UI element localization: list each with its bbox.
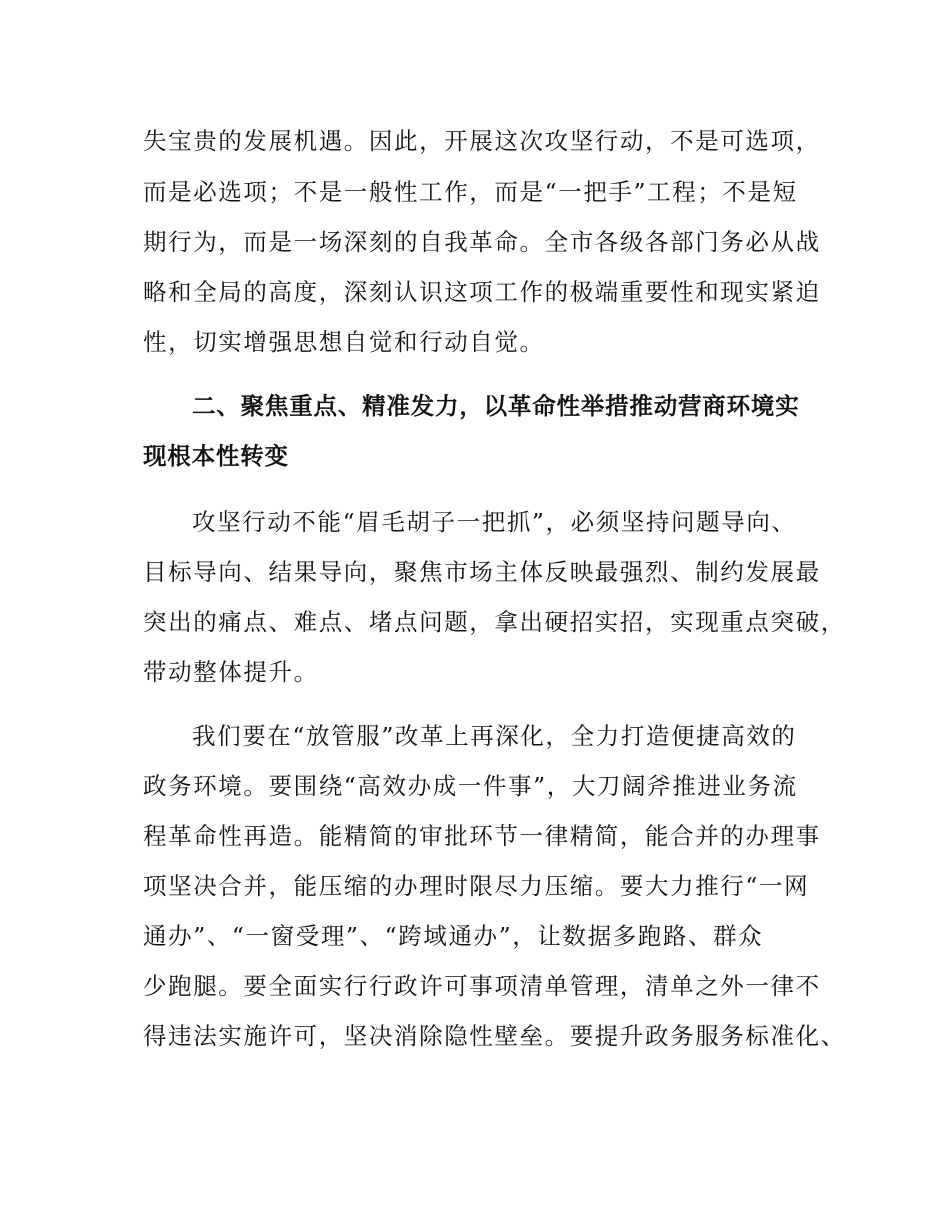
paragraph-1-line-4: 略和全局的高度，深刻认识这项工作的极端重要性和现实紧迫 [143, 278, 821, 306]
paragraph-1-line-1: 失宝贵的发展机遇。因此，开展这次攻坚行动，不是可选项， [143, 127, 821, 155]
paragraph-2-line-3: 突出的痛点、难点、堵点问题，拿出硬招实招，实现重点突破， [143, 608, 846, 636]
paragraph-3-line-4: 项坚决合并，能压缩的办理时限尽力压缩。要大力推行“一网 [143, 872, 810, 900]
paragraph-3-line-1: 我们要在“放管服”改革上再深化，全力打造便捷高效的 [192, 722, 797, 750]
paragraph-2-line-2: 目标导向、结果导向，聚焦市场主体反映最强烈、制约发展最 [143, 558, 821, 586]
paragraph-3-line-5: 通办”、“一窗受理”、“跨域通办”，让数据多跑路、群众 [143, 922, 764, 950]
paragraph-3-line-2: 政务环境。要围绕“高效办成一件事”，大刀阔斧推进业务流 [143, 772, 798, 800]
paragraph-1-line-3: 期行为，而是一场深刻的自我革命。全市各级各部门务必从战 [143, 228, 821, 256]
paragraph-3-line-7: 得违法实施许可，坚决消除隐性壁垒。要提升政务服务标准化、 [143, 1022, 846, 1050]
section-heading-line-2: 现根本性转变 [143, 442, 289, 470]
paragraph-3-line-6: 少跑腿。要全面实行行政许可事项清单管理，清单之外一律不 [143, 972, 821, 1000]
paragraph-2-line-1: 攻坚行动不能“眉毛胡子一把抓”，必须坚持问题导向、 [192, 508, 797, 536]
section-heading-line-1: 二、聚焦重点、精准发力，以革命性举措推动营商环境实 [192, 392, 800, 420]
paragraph-1-line-2: 而是必选项；不是一般性工作，而是“一把手”工程；不是短 [143, 178, 798, 206]
paragraph-3-line-3: 程革命性再造。能精简的审批环节一律精简，能合并的办理事 [143, 822, 821, 850]
paragraph-1-line-5: 性，切实增强思想自觉和行动自觉。 [143, 328, 545, 356]
paragraph-2-line-4: 带动整体提升。 [143, 658, 319, 686]
